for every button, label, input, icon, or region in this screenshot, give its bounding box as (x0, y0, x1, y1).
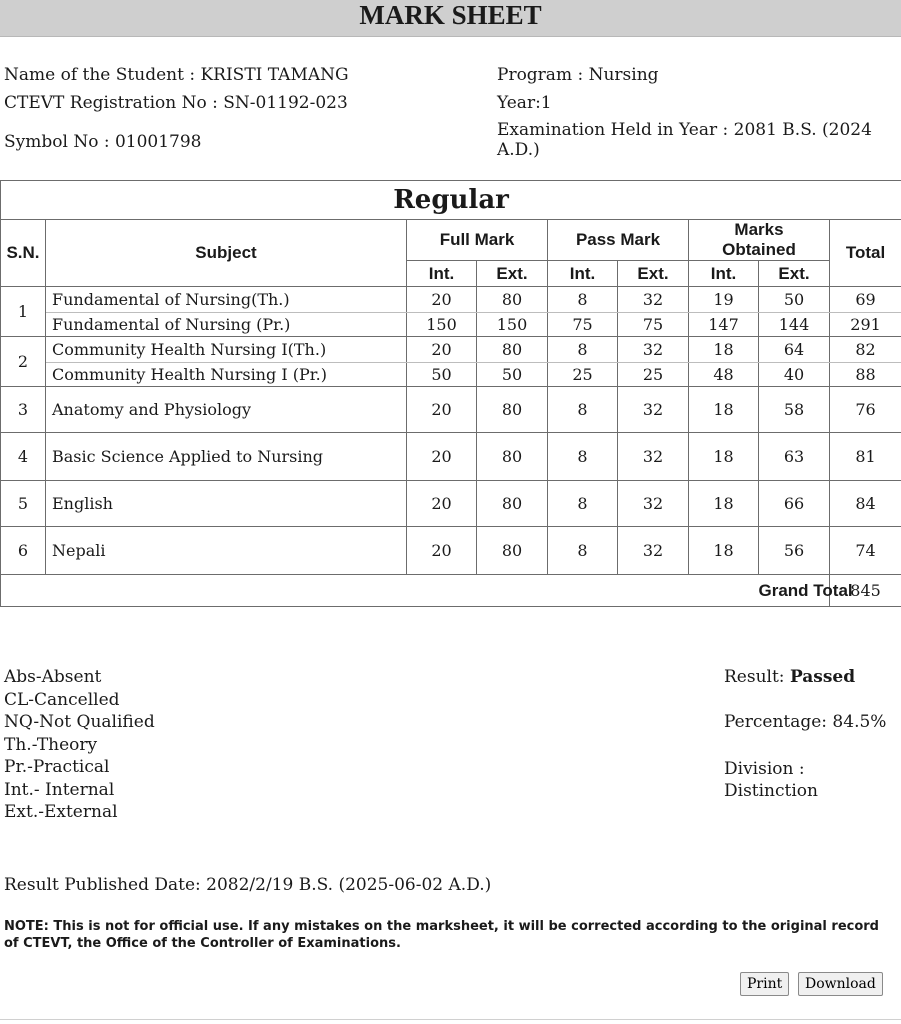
note: NOTE: This is not for official use. If any mistakes on the marksheet, it will be corrected according to the original record of CTEVT, the Office of the Controller of Examinations. (4, 919, 879, 951)
header-sn: S.N. (1, 220, 46, 287)
page-title: MARK SHEET (359, 0, 542, 30)
row-sn: 4 (1, 433, 46, 481)
table-row (1, 363, 901, 387)
row-fe: 80 (477, 527, 548, 575)
row-oi: 18 (689, 433, 759, 481)
registration-number: CTEVT Registration No : SN-01192-023 (4, 93, 348, 113)
row-fi: 20 (407, 287, 477, 313)
row-fi: 20 (407, 337, 477, 363)
row-fi: 20 (407, 527, 477, 575)
program: Program : Nursing (497, 65, 659, 85)
row-oi: 48 (689, 363, 759, 387)
header-full-ext: Ext. (477, 261, 548, 287)
row-pi: 8 (548, 481, 618, 527)
table-row (1, 387, 901, 433)
symbol-number: Symbol No : 01001798 (4, 132, 202, 152)
table-row (1, 481, 901, 527)
row-sn: 3 (1, 387, 46, 433)
row-fe: 80 (477, 287, 548, 313)
row-fe: 80 (477, 337, 548, 363)
row-pe: 32 (618, 287, 689, 313)
row-total: 69 (830, 287, 901, 313)
row-oi: 18 (689, 337, 759, 363)
header-obt-int: Int. (689, 261, 759, 287)
row-subject: Community Health Nursing I (Pr.) (46, 363, 407, 387)
row-oe: 50 (759, 287, 830, 313)
row-sn: 2 (1, 337, 46, 387)
row-fi: 20 (407, 433, 477, 481)
row-oe: 56 (759, 527, 830, 575)
division-label: Division : (724, 759, 805, 779)
table-row (1, 527, 901, 575)
row-subject: Nepali (46, 527, 407, 575)
bottom-divider (0, 1019, 901, 1020)
row-pi: 8 (548, 287, 618, 313)
section-heading: Regular (1, 181, 901, 220)
row-subject: Fundamental of Nursing(Th.) (46, 287, 407, 313)
row-sn: 6 (1, 527, 46, 575)
result-label: Result: (724, 667, 785, 687)
row-pe: 32 (618, 433, 689, 481)
grand-total-label: Grand Total (759, 575, 830, 607)
row-oe: 144 (759, 313, 830, 337)
row-oe: 40 (759, 363, 830, 387)
row-total: 82 (830, 337, 901, 363)
row-oe: 66 (759, 481, 830, 527)
row-fe: 150 (477, 313, 548, 337)
header-pass-mark: Pass Mark (548, 220, 689, 261)
legend-item: Ext.-External (4, 802, 118, 822)
row-total: 74 (830, 527, 901, 575)
row-total: 88 (830, 363, 901, 387)
published-date: Result Published Date: 2082/2/19 B.S. (2025-06-02 A.D.) (4, 875, 492, 895)
legend-item: Th.-Theory (4, 734, 98, 755)
legend-item: Abs-Absent (4, 667, 102, 687)
percentage: Percentage: 84.5% (724, 712, 887, 732)
row-total: 76 (830, 387, 901, 433)
division-value: Distinction (724, 781, 818, 801)
result-value: Passed (789, 667, 856, 687)
legend-item: Pr.-Practical (4, 757, 110, 777)
row-pe: 32 (618, 527, 689, 575)
row-oi: 147 (689, 313, 759, 337)
row-oe: 64 (759, 337, 830, 363)
row-sn: 5 (1, 481, 46, 527)
print-button[interactable]: Print (740, 972, 789, 996)
row-oi: 18 (689, 481, 759, 527)
header-marks-obtained: Marks Obtained (689, 220, 830, 261)
header-full-mark: Full Mark (407, 220, 548, 261)
row-pi: 8 (548, 433, 618, 481)
row-total: 291 (830, 313, 901, 337)
row-pi: 8 (548, 387, 618, 433)
row-fi: 20 (407, 387, 477, 433)
row-subject: Basic Science Applied to Nursing (46, 433, 407, 481)
row-fe: 80 (477, 387, 548, 433)
row-pi: 75 (548, 313, 618, 337)
title-bar (0, 0, 901, 37)
table-row (1, 313, 901, 337)
legend (4, 666, 155, 824)
exam-year: Examination Held in Year : 2081 B.S. (2024 A.D.) (497, 120, 872, 160)
table-row (1, 337, 901, 363)
row-pe: 32 (618, 481, 689, 527)
row-fe: 80 (477, 433, 548, 481)
header-pass-int: Int. (548, 261, 618, 287)
legend-item: CL-Cancelled (4, 689, 120, 710)
row-oi: 19 (689, 287, 759, 313)
row-oe: 63 (759, 433, 830, 481)
row-total: 84 (830, 481, 901, 527)
row-pe: 32 (618, 337, 689, 363)
row-pe: 25 (618, 363, 689, 387)
row-oi: 18 (689, 527, 759, 575)
download-button[interactable]: Download (798, 972, 883, 996)
row-oi: 18 (689, 387, 759, 433)
row-pi: 8 (548, 527, 618, 575)
row-pe: 32 (618, 387, 689, 433)
header-pass-ext: Ext. (618, 261, 689, 287)
row-fe: 80 (477, 481, 548, 527)
row-subject: Community Health Nursing I(Th.) (46, 337, 407, 363)
row-fi: 20 (407, 481, 477, 527)
row-pe: 75 (618, 313, 689, 337)
marks-rows (1, 287, 901, 575)
row-pi: 25 (548, 363, 618, 387)
row-sn: 1 (1, 287, 46, 337)
row-pi: 8 (548, 337, 618, 363)
table-row (1, 287, 901, 313)
result-line (724, 666, 855, 688)
grand-total-value: 845 (830, 575, 901, 607)
header-full-int: Int. (407, 261, 477, 287)
legend-item: Int.- Internal (4, 779, 115, 800)
row-fi: 50 (407, 363, 477, 387)
row-subject: English (46, 481, 407, 527)
marks-table (0, 180, 901, 607)
year: Year:1 (497, 93, 552, 113)
row-total: 81 (830, 433, 901, 481)
student-name: Name of the Student : KRISTI TAMANG (4, 65, 349, 85)
table-row (1, 433, 901, 481)
legend-item: NQ-Not Qualified (4, 712, 155, 732)
row-fe: 50 (477, 363, 548, 387)
row-subject: Fundamental of Nursing (Pr.) (46, 313, 407, 337)
row-fi: 150 (407, 313, 477, 337)
header-subject: Subject (46, 220, 407, 287)
row-subject: Anatomy and Physiology (46, 387, 407, 433)
header-total: Total (830, 220, 901, 287)
header-obt-ext: Ext. (759, 261, 830, 287)
row-oe: 58 (759, 387, 830, 433)
